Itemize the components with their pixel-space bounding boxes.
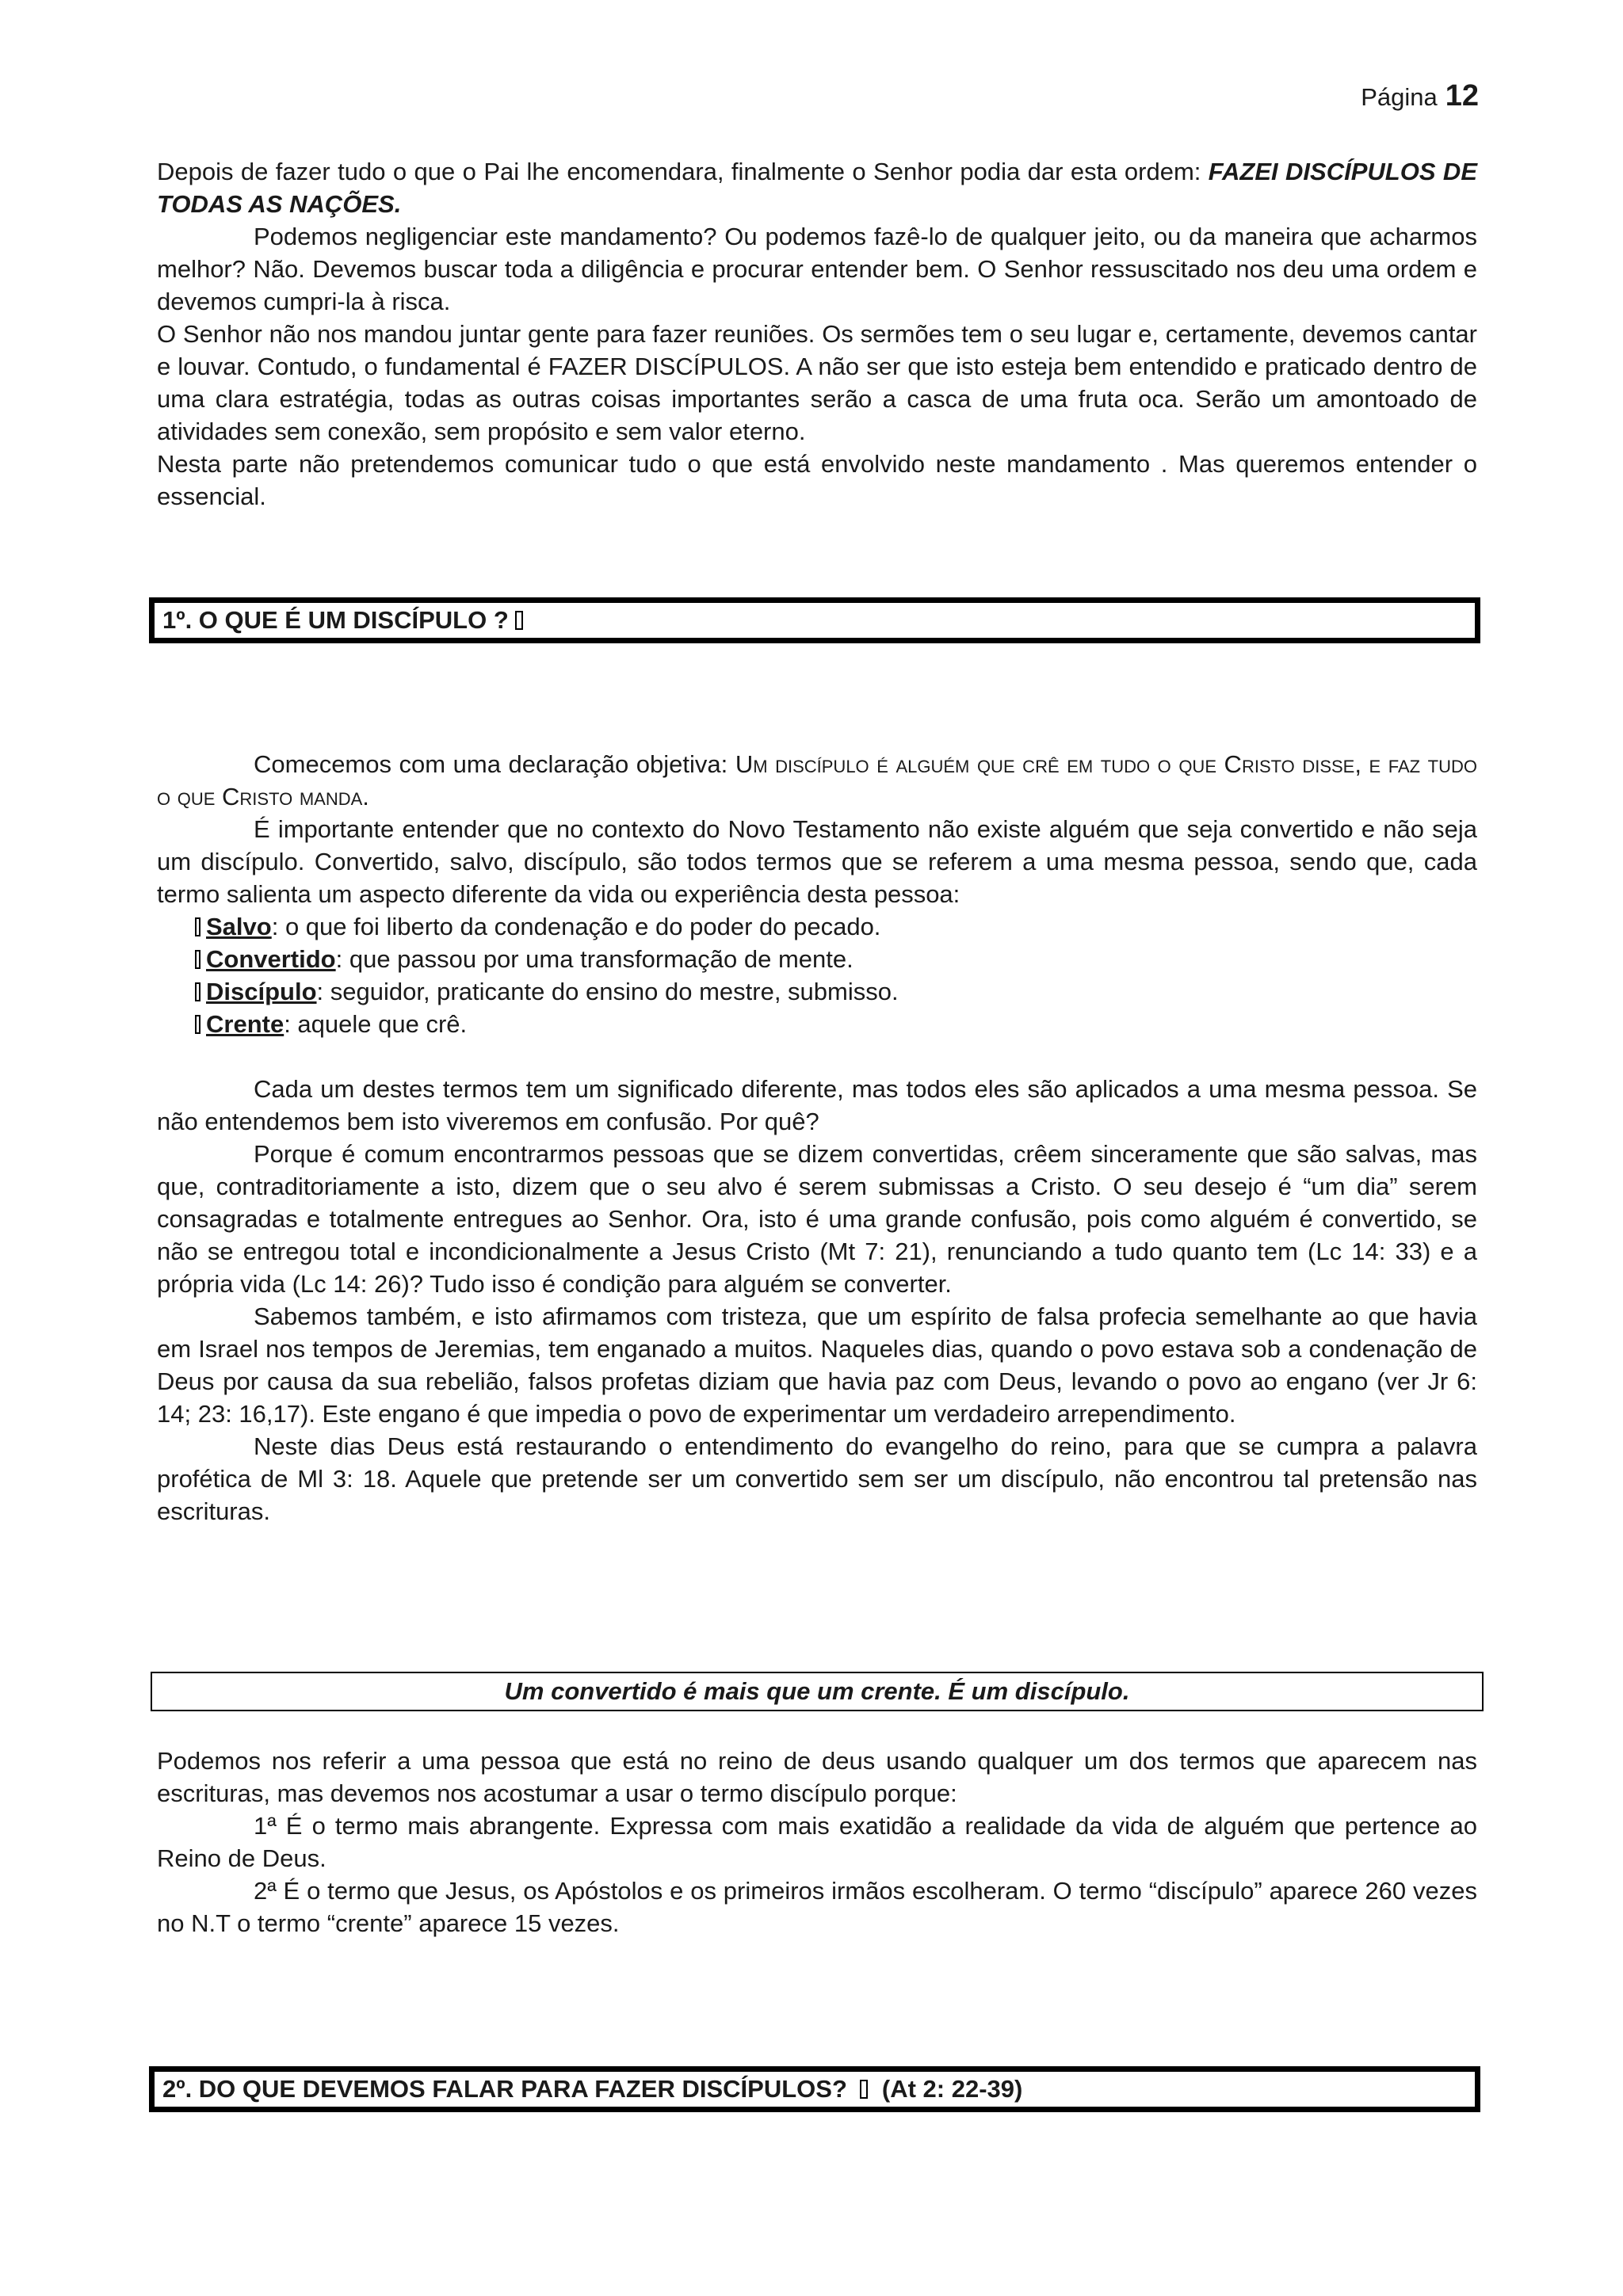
intro-paragraph-1-text: Depois de fazer tudo o que o Pai lhe encomendara, finalmente o Senhor podia dar esta ordem: <box>157 158 1209 185</box>
term-item-convertido <box>157 943 1477 975</box>
callout-text: Um convertido é mais que um crente. É um discípulo. <box>504 1677 1130 1705</box>
missing-glyph-icon <box>515 611 523 630</box>
missing-glyph-icon <box>860 2080 868 2099</box>
term-item-discipulo <box>157 975 1477 1008</box>
terms-list <box>157 910 1477 1040</box>
section-1-paragraph-4: Porque é comum encontrarmos pessoas que se dizem convertidas, crêem sinceramente que são salvas, mas que, contraditoriamente a isto, dizem que o seu alvo é serem submissas a Cristo. O seu desejo é “um dia” serem consagradas e totalmente entregues ao Senhor. Ora, isto é uma grande confusão, pois como alguém é convertido, se não se entregou total e incondicionalmente a Jesus Cristo (Mt 7: 21), renunciando a tudo quanto tem (Lc 14: 33) e a própria vida (Lc 14: 26)? Tudo isso é condição para alguém se converter. <box>157 1140 1477 1298</box>
section-1-heading-text: 1º. O QUE É UM DISCÍPULO ? <box>162 606 509 634</box>
spacer <box>157 1040 1477 1073</box>
section-1-paragraph-3: Cada um destes termos tem um significado diferente, mas todos eles são aplicados a uma mesma pessoa. Se não entendemos bem isto viveremos em confusão. Por quê? <box>157 1075 1477 1135</box>
definition-lead: Comecemos com uma declaração objetiva: <box>254 750 735 778</box>
intro-paragraph-4: Nesta parte não pretendemos comunicar tudo o que está envolvido neste mandamento . Mas queremos entender o essencial. <box>157 450 1477 510</box>
bullet-icon <box>195 917 200 936</box>
section-1-paragraph-5: Sabemos também, e isto afirmamos com tristeza, que um espírito de falsa profecia semelhante ao que havia em Israel nos tempos de Jeremias, tem enganado a muitos. Naqueles dias, quando o povo estava sob a condenação de Deus por causa da sua rebelião, falsos profetas diziam que havia paz com Deus, levando o povo ao engano (ver Jr 6: 14; 23: 16,17). Este engano é que impedia o povo de experimentar um verdadeiro arrependimento. <box>157 1302 1477 1428</box>
term-description: : aquele que crê. <box>284 1010 468 1038</box>
page-number: 12 <box>1445 79 1479 113</box>
intro-paragraph-1 <box>157 155 1477 220</box>
after-callout-paragraph-1: Podemos nos referir a uma pessoa que está no reino de deus usando qualquer um dos termos que aparecem nas escrituras, mas devemos nos acostumar a usar o termo discípulo porque: <box>157 1747 1477 1807</box>
bullet-icon <box>195 982 200 1001</box>
term-item-crente <box>157 1008 1477 1040</box>
term-description: : o que foi liberto da condenação e do poder do pecado. <box>271 913 881 940</box>
command-emphasis: FAZEI DISCÍPULOS DE TODAS AS NAÇÕES. <box>157 158 1477 218</box>
section-1-paragraph-2: É importante entender que no contexto do Novo Testamento não existe alguém que seja convertido e não seja um discípulo. Convertido, salvo, discípulo, são todos termos que se referem a uma mesma pessoa, sendo que, cada termo salienta um aspecto diferente da vida ou experiência desta pessoa: <box>157 815 1477 908</box>
section-1-paragraph-6: Neste dias Deus está restaurando o entendimento do evangelho do reino, para que se cumpra a palavra profética de Ml 3: 18. Aquele que pretende ser um convertido sem ser um discípulo, não encontrou tal pretensão nas escrituras. <box>157 1432 1477 1525</box>
bullet-icon <box>195 950 200 969</box>
term-description: : seguidor, praticante do ensino do mestre, submisso. <box>316 978 899 1005</box>
after-callout-section <box>157 1745 1477 1939</box>
bullet-icon <box>195 1015 200 1034</box>
intro-paragraph-3: O Senhor não nos mandou juntar gente para fazer reuniões. Os sermões tem o seu lugar e, certamente, devemos cantar e louvar. Contudo, o fundamental é FAZER DISCÍPULOS. A não ser que isto esteja bem entendido e praticado dentro de uma clara estratégia, todas as outras coisas importantes serão a casca de uma fruta oca. Serão um amontoado de atividades sem conexão, sem propósito e sem valor eterno. <box>157 320 1477 445</box>
reason-1: 1ª É o termo mais abrangente. Expressa com mais exatidão a realidade da vida de alguém que pertence ao Reino de Deus. <box>157 1812 1477 1872</box>
disciple-definition: Um discípulo é alguém que crê em tudo o que Cristo disse, e faz tudo o que Cristo manda. <box>157 750 1478 810</box>
term-description: : que passou por uma transformação de mente. <box>335 945 854 973</box>
definition-paragraph <box>157 748 1477 813</box>
section-2-reference: (At 2: 22-39) <box>881 2075 1023 2103</box>
intro-section <box>157 155 1477 513</box>
callout-box <box>151 1672 1484 1711</box>
section-2-heading <box>149 2066 1480 2112</box>
page-label: Página <box>1361 83 1438 111</box>
term-item-salvo <box>157 910 1477 943</box>
term-name: Crente <box>206 1010 285 1038</box>
reason-2: 2ª É o termo que Jesus, os Apóstolos e os primeiros irmãos escolheram. O termo “discípulo” aparece 260 vezes no N.T o termo “crente” aparece 15 vezes. <box>157 1877 1477 1937</box>
section-2-heading-text: 2º. DO QUE DEVEMOS FALAR PARA FAZER DISCÍPULOS? <box>162 2075 847 2103</box>
term-name: Convertido <box>206 945 336 973</box>
page-header <box>1361 79 1479 113</box>
term-name: Discípulo <box>206 978 317 1005</box>
intro-paragraph-2: Podemos negligenciar este mandamento? Ou podemos fazê-lo de qualquer jeito, ou da maneira que acharmos melhor? Não. Devemos buscar toda a diligência e procurar entender bem. O Senhor ressuscitado nos deu uma ordem e devemos cumpri-la à risca. <box>157 223 1477 315</box>
section-1-heading <box>149 597 1480 643</box>
term-name: Salvo <box>206 913 272 940</box>
section-1-body <box>157 748 1477 1527</box>
